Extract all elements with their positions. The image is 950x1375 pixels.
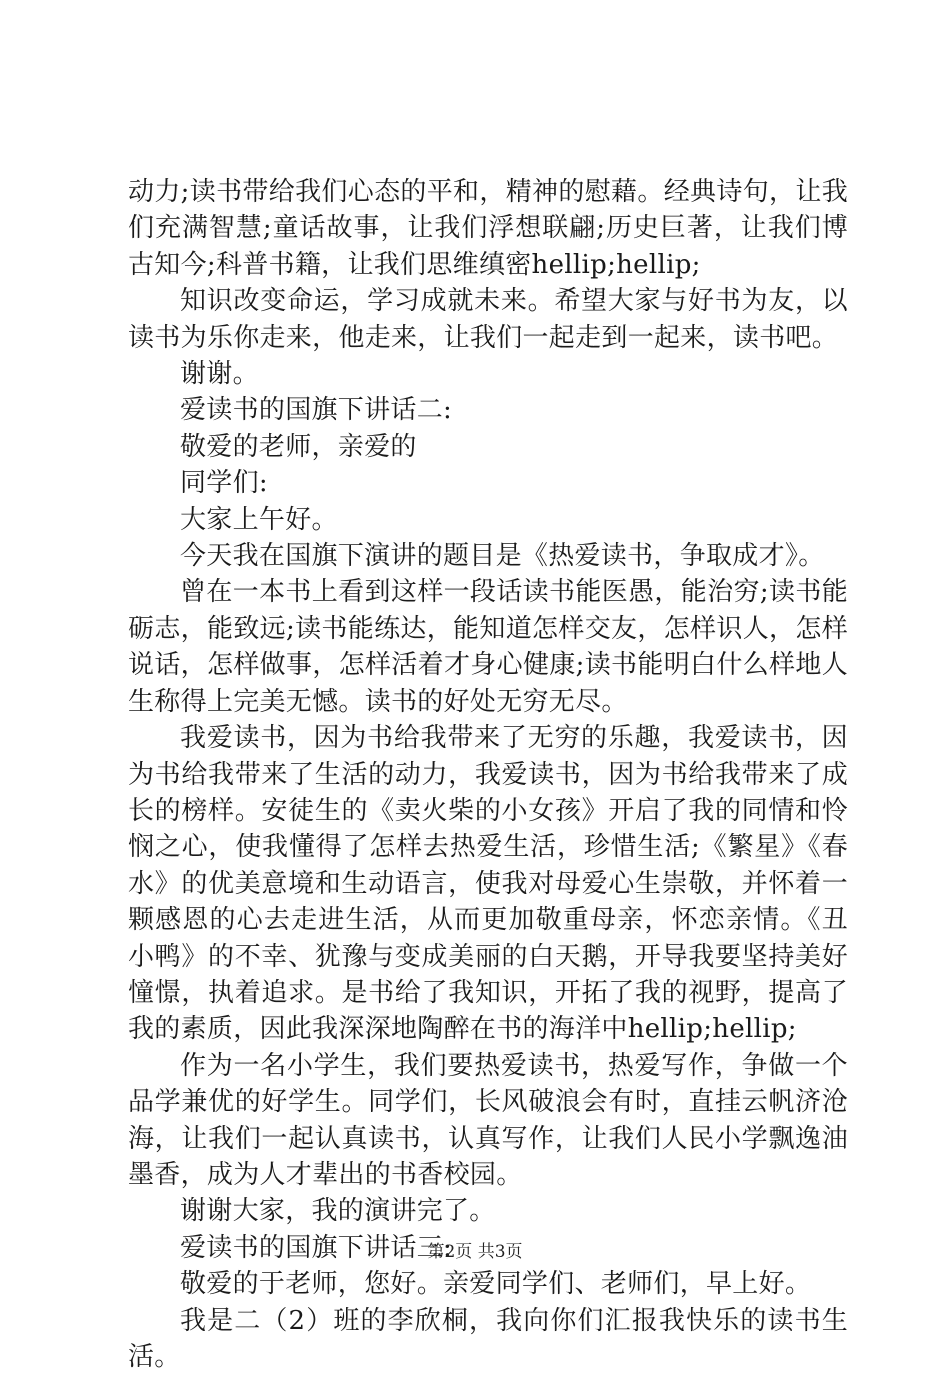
section-heading: 爱读书的国旗下讲话三: xyxy=(180,1232,453,1263)
paragraph: 谢谢。 xyxy=(180,359,259,390)
paragraph: 敬爱的老师，亲爱的 xyxy=(180,431,417,462)
paragraph: 作为一名小学生，我们要热爱读书，热爱写作，争做一个品学兼优的好学生。同学们，长风破浪会有时，直挂云帆济沧海，让我们一起认真读书，认真写作，让我们人民小学飘逸油墨香，成为人才辈出的书香校园。 xyxy=(128,1050,848,1190)
paragraph: 同学们: xyxy=(180,468,268,499)
section-heading: 爱读书的国旗下讲话二: xyxy=(180,395,453,426)
paragraph: 我是二（2）班的李欣桐，我向你们汇报我快乐的读书生活。 xyxy=(128,1305,848,1372)
paragraph: 曾在一本书上看到这样一段话读书能医愚，能治穷;读书能砺志，能致远;读书能练达，能知道怎样交友，怎样识人，怎样说话，怎样做事，怎样活着才身心健康;读书能明白什么样地人生称得上完美无憾。读书的好处无穷无尽。 xyxy=(128,577,848,717)
paragraph: 谢谢大家，我的演讲完了。 xyxy=(180,1196,496,1227)
paragraph: 我爱读书，因为书给我带来了无穷的乐趣，我爱读书，因为书给我带来了生活的动力，我爱读书，因为书给我带来了成长的榜样。安徒生的《卖火柴的小女孩》开启了我的同情和怜悯之心，使我懂得了怎样去热爱生活，珍惜生活;《繁星》《春水》的优美意境和生动语言，使我对母爱心生崇敬，并怀着一颗感恩的心去走进生活，从而更加敬重母亲，怀恋亲情。《丑小鸭》的不幸、犹豫与变成美丽的白天鹅，开导我要坚持美好憧憬，执着追求。是书给了我知识，开拓了我的视野，提高了我的素质，因此我深深地陶醉在书的海洋中hellip;hellip; xyxy=(128,723,848,1045)
paragraph: 动力;读书带给我们心态的平和，精神的慰藉。经典诗句，让我们充满智慧;童话故事，让我们浮想联翩;历史巨著，让我们博古知今;科普书籍，让我们思维缜密hellip;hellip; xyxy=(128,177,848,280)
page-number-footer: 第2页 共3页 xyxy=(427,1242,523,1262)
paragraph: 大家上午好。 xyxy=(180,504,338,535)
paragraph: 敬爱的于老师，您好。亲爱同学们、老师们，早上好。 xyxy=(180,1269,812,1300)
paragraph: 知识改变命运，学习成就未来。希望大家与好书为友，以读书为乐你走来，他走来，让我们一起走到一起来，读书吧。 xyxy=(128,286,848,353)
paragraph: 今天我在国旗下演讲的题目是《热爱读书，争取成才》。 xyxy=(180,541,825,572)
document-body xyxy=(128,174,848,1375)
